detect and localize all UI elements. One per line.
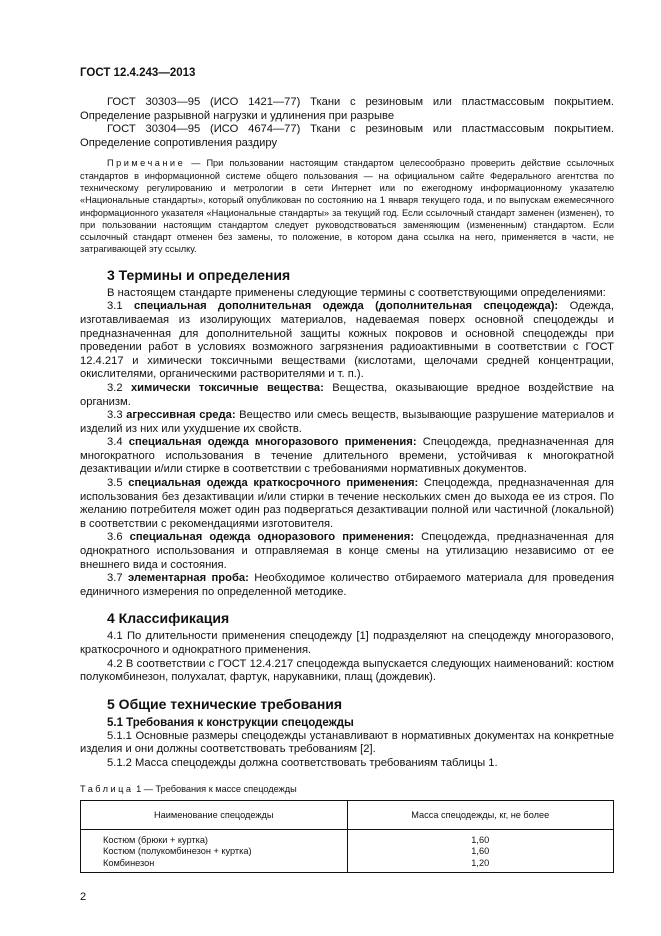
garment-name: Костюм (брюки + куртка) [103, 834, 208, 845]
page-number: 2 [80, 891, 87, 904]
term-name: специальная одежда многоразового применения: [128, 436, 417, 449]
subsection-title: 5.1 Требования к конструкции спецодежды [107, 716, 354, 729]
term-name: специальная одежда краткосрочного применения: [128, 477, 419, 490]
paragraph: 4.2 В соответствии с ГОСТ 12.4.217 спецодежда выпускается следующих наименований: костюм полукомбинезон, полухалат, фартук, нарукавники, плащ (дождевик). [80, 657, 614, 684]
table-caption [80, 783, 614, 795]
term-definition: Вещества, оказывающие вредное воздействие на организм. [80, 381, 614, 408]
term-name: специальная дополнительная одежда (дополнительная спецодежда): [133, 300, 559, 313]
section-5 [80, 695, 614, 771]
column-header: Наименование спецодежды [81, 800, 348, 829]
table-caption-text: 1 — Требования к массе спецодежды [133, 783, 297, 794]
term-name: специальная одежда одноразового применения: [129, 531, 415, 544]
table-block [80, 783, 614, 874]
garment-name: Комбинезон [103, 857, 155, 868]
section-3-intro: В настоящем стандарте применены следующие термины с соответствующими определениями: [107, 286, 606, 299]
note-label: Примечание [107, 158, 186, 169]
term-definition: Одежда, изготавливаемая из изолирующих материалов, надеваемая поверх основной спецодежды и предназначенная для дополнительной защиты кожных покровов и основной спецодежды при проведении работ в условиях возможного загрязнения радиоактивными в соответствии с ГОСТ 12.4.217 и химически токсичными веществами (кислотами, щелочами средней концентрации, окислителями, органическими растворителями и т. п.). [80, 300, 614, 381]
paragraph: 5.1.1 Основные размеры спецодежды устанавливают в нормативных документах на конкретные изделия и они должны соответствовать требованиям [2]. [80, 729, 614, 756]
table-caption-label: Таблица [80, 783, 134, 794]
term-name: химически токсичные вещества: [130, 381, 324, 394]
table-cell [81, 829, 348, 873]
paragraph: 5.1.2 Масса спецодежды должна соответствовать требованиям таблицы 1. [107, 756, 498, 769]
term-number: 3.3 [107, 409, 127, 422]
term-item [80, 436, 614, 477]
term-item [80, 382, 614, 409]
section-4 [80, 609, 614, 684]
term-item [80, 477, 614, 531]
term-number: 3.2 [107, 381, 131, 394]
table-header-row [81, 800, 614, 829]
mass-value: 1,20 [471, 857, 490, 868]
term-definition: Необходимое количество отбираемого материала для проведения единичного измерения по определенной методике. [80, 572, 614, 598]
mass-value: 1,60 [471, 834, 490, 845]
section-3 [80, 266, 614, 600]
term-item [80, 531, 614, 572]
term-definition: Спецодежда, предназначенная для однократного использования и отправляемая в конце смены на утилизацию независимо от ее внешнего вида и состояния. [80, 531, 614, 571]
table-cell [347, 829, 614, 873]
term-number: 3.6 [107, 531, 130, 544]
document-header: ГОСТ 12.4.243—2013 [80, 67, 196, 79]
column-header: Масса спецодежды, кг, не более [347, 800, 614, 829]
section-3-title: 3 Термины и определения [107, 266, 291, 283]
term-definition: Вещество или смесь веществ, вызывающие разрушение материалов и изделий из них или ухудшение их свойств. [80, 409, 614, 435]
term-definition: Спецодежда, предназначенная для многократного использования в течение длительного времени, устойчивая к многократной дезактивации и/или стирке в соответствии с требованиями нормативных документов. [80, 436, 614, 476]
term-item [80, 300, 614, 382]
term-number: 3.7 [107, 572, 128, 585]
references [80, 96, 614, 150]
mass-table [80, 800, 614, 874]
term-name: агрессивная среда: [126, 409, 236, 422]
note [80, 157, 614, 255]
term-number: 3.4 [107, 436, 129, 449]
table-row [81, 829, 614, 873]
term-item [80, 409, 614, 436]
term-name: элементарная проба: [127, 572, 249, 585]
reference-item: ГОСТ 30304—95 (ИСО 4674—77) Ткани с резиновым или пластмассовым покрытием. Определение сопротивления раздиру [80, 123, 614, 149]
paragraph: 4.1 По длительности применения спецодежду [1] подразделяют на спецодежду многоразового, краткосрочного и однократного применения. [80, 630, 614, 656]
term-number: 3.1 [107, 300, 134, 313]
garment-name: Костюм (полукомбинезон + куртка) [103, 846, 252, 857]
note-text: — При пользовании настоящим стандартом целесообразно проверить действие ссылочных стандартов в информационной системе общего пользования — на официальном сайте Федерального агентства по техническому регулированию и метрологии в сети Интернет или по ежегодному информационному указателю «Национальные стандарты», который опубликован по состоянию на 1 января текущего года, и по выпускам ежемесячного информационного указателя «Национальные стандарты» за текущий год. Если ссылочный стандарт заменен (изменен), то при пользовании настоящим стандартом следует руководствоваться заменяющим (измененным) стандартом. Если ссылочный стандарт отменен без замены, то положение, в котором дана ссылка на него, применяется в части, не затрагивающей эту ссылку. [80, 158, 614, 255]
term-definition: Спецодежда, предназначенная для использования без дезактивации и/или стирки в течение нескольких смен до выхода ее из строя. По желанию потребителя может один раз подвергаться дезактивации полной или частичной (локальной) в соответствии с рекомендациями изготовителя. [80, 477, 614, 530]
reference-item: ГОСТ 30303—95 (ИСО 1421—77) Ткани с резиновым или пластмассовым покрытием. Определение разрывной нагрузки и удлинения при разрыве [80, 96, 614, 122]
section-5-title: 5 Общие технические требования [107, 695, 343, 712]
mass-value: 1,60 [471, 846, 490, 857]
term-item [80, 572, 614, 599]
section-4-title: 4 Классификация [107, 610, 230, 627]
term-number: 3.5 [107, 477, 129, 490]
note-paragraph [80, 157, 614, 255]
